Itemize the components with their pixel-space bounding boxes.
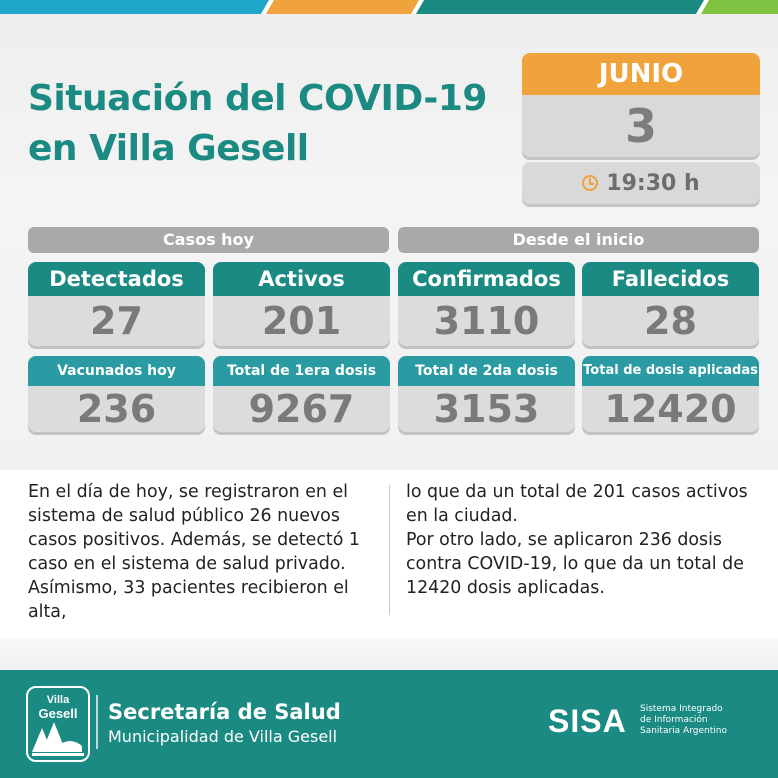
stripe-teal [416,0,704,14]
card-fallecidos [582,262,759,346]
text-line: Por otro lado, se aplicaron 236 dosis [406,530,722,550]
card-value: 28 [582,296,759,346]
card-primera-dosis [213,356,390,432]
card-value: 27 [28,296,205,346]
body-text-left [28,480,388,624]
municipalidad-subtitle: Municipalidad de Villa Gesell [108,727,338,746]
card-vacunados-hoy [28,356,205,432]
date-month: JUNIO [522,53,760,95]
card-label: Confirmados [398,262,575,296]
text-line: casos positivos. Además, se detectó 1 [28,530,360,550]
card-segunda-dosis [398,356,575,432]
clock-icon [582,175,598,191]
card-value: 201 [213,296,390,346]
stripe-orange [266,0,419,14]
card-activos [213,262,390,346]
card-value: 9267 [213,386,390,432]
card-label: Vacunados hoy [28,356,205,386]
body-text-right [406,480,766,600]
text-line: contra COVID-19, lo que da un total de [406,554,744,574]
time-label: 19:30 h [606,170,700,196]
text-line: sistema de salud público 26 nuevos [28,506,340,526]
text-divider [389,485,390,615]
card-label: Detectados [28,262,205,296]
card-detectados [28,262,205,346]
card-label: Fallecidos [582,262,759,296]
text-line: Asímismo, 33 pacientes recibieron el alta, [28,578,349,622]
villa-gesell-logo [26,686,90,762]
title-line-1: Situación del COVID-19 [28,78,487,119]
card-value: 12420 [582,386,759,432]
card-label: Total de dosis aplicadas [582,356,759,386]
secretaria-title: Secretaría de Salud [108,700,341,724]
card-dosis-aplicadas [582,356,759,432]
logo-text-2: Gesell [38,706,78,721]
stripe-green [701,0,778,14]
card-value: 3153 [398,386,575,432]
text-line: caso en el sistema de salud privado. [28,554,346,574]
top-stripes [0,0,778,14]
footer-fade [0,638,778,670]
card-confirmados [398,262,575,346]
sisa-description [640,704,727,737]
card-label: Activos [213,262,390,296]
sisa-desc-line: Sistema Integrado [640,704,723,714]
date-time [522,162,760,204]
title-line-2: en Villa Gesell [28,128,309,169]
logo-text-1: Villa [46,694,70,706]
page-title [28,74,508,174]
card-label: Total de 1era dosis [213,356,390,386]
sisa-logo: SISA [548,703,627,739]
stripe-blue [0,0,269,14]
sisa-desc-line: de Información [640,715,708,725]
text-line: en la ciudad. [406,506,518,526]
date-day: 3 [522,95,760,157]
text-line: 12420 dosis aplicadas. [406,578,605,598]
sisa-desc-line: Sanitaria Argentino [640,726,727,736]
card-label: Total de 2da dosis [398,356,575,386]
section-today: Casos hoy [28,227,389,253]
footer-separator [96,695,98,749]
text-line: lo que da un total de 201 casos activos [406,482,748,502]
card-value: 3110 [398,296,575,346]
card-value: 236 [28,386,205,432]
section-since-start: Desde el inicio [398,227,759,253]
text-line: En el día de hoy, se registraron en el [28,482,348,502]
tree-icon [28,722,88,760]
